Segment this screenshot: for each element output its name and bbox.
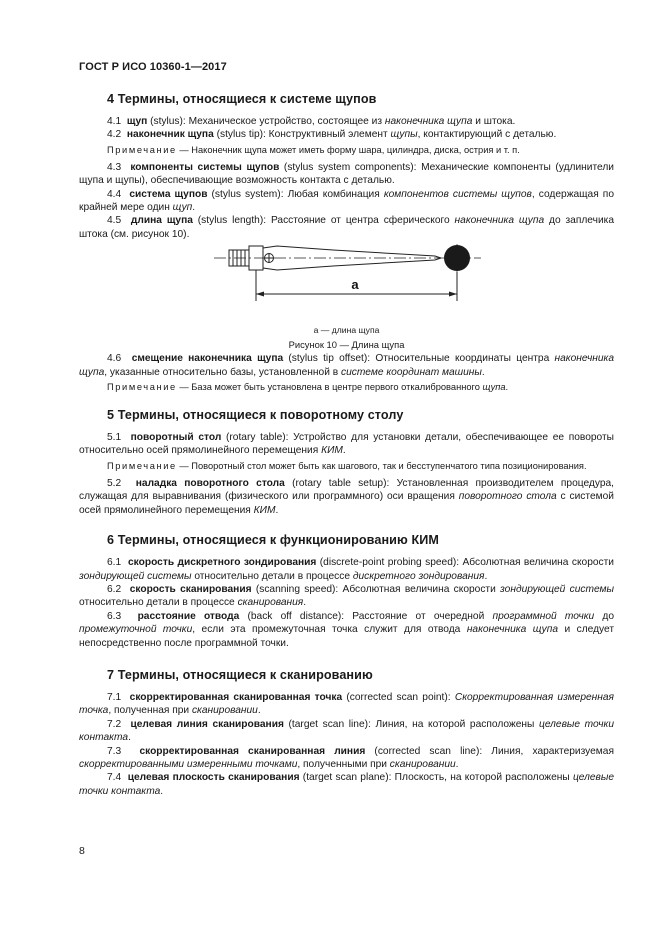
term-6-3: 6.3 расстояние отвода (back off distance): Расстояние от очередной программной точки до промежуточной точки, если эта промежуточная точка служит для отвода наконечника щупа и следует непосредственно после программной точки.: [79, 610, 615, 649]
section-4-title: 4 Термины, относящиеся к системе щупов: [107, 92, 377, 106]
term-4-1: 4.1 щуп (stylus): Механическое устройство, состоящее из наконечника щупа и штока.: [107, 116, 516, 127]
term-5-2: 5.2 наладка поворотного стола (rotary table setup): Установленная производителем процедура, служащая для выравнивания (физического или программного) оси вращения поворотного стола с системой осей прямолинейного перемещения КИМ.: [79, 477, 614, 516]
figure-10-stylus-length: [79, 244, 614, 352]
page-content: [79, 92, 614, 798]
figure-caption: Рисунок 10 — Длина щупа: [288, 339, 405, 351]
term-6-1: 6.1 скорость дискретного зондирования (discrete-point probing speed): Абсолютная величина скорости зондирующей системы относительно детали в процессе дискретного зондирования.: [79, 557, 614, 582]
term-4-3: 4.3 компоненты системы щупов (stylus system components): Механические компоненты (удлинители щупа и щупы), обеспечивающие возможность контакта с деталью.: [79, 161, 614, 187]
term-4-6: 4.6 смещение наконечника щупа (stylus tip offset): Относительные координаты центра наконечника щупа, указанные относительно базы, установленной в системе координат машины.: [79, 353, 614, 378]
term-name: целевая плоскость сканирования: [127, 772, 300, 784]
term-6-2: 6.2 скорость сканирования (scanning speed): Абсолютная величина скорости зондирующей системы относительно детали в процессе сканирования.: [79, 583, 614, 609]
note-label: Примечание: [107, 144, 177, 155]
stylus-body-top: [263, 246, 441, 258]
term-name: наконечник щупа: [126, 129, 214, 141]
term-name: скорректированная сканированная точка: [129, 691, 343, 703]
term-4-4: 4.4 система щупов (stylus system): Любая комбинация компонентов системы щупов, содержащая по крайней мере один щуп.: [79, 188, 614, 214]
section-5-title: 5 Термины, относящиеся к поворотному столу: [107, 408, 404, 423]
term-name: скорректированная сканированная линия: [139, 745, 366, 757]
term-4-2: 4.2 наконечник щупа (stylus tip): Конструктивный элемент щупы, контактирующий с деталью.: [107, 129, 557, 141]
note-label: Примечание: [107, 460, 177, 471]
term-5-1: 5.1 поворотный стол (rotary table): Устройство для установки детали, обеспечивающее ее повороты относительно осей прямолинейного перемещения КИМ.: [79, 432, 614, 457]
page-number: 8: [79, 845, 85, 857]
section-6-title: 6 Термины, относящиеся к функционированию КИМ: [107, 533, 439, 548]
term-name: система щупов: [129, 188, 208, 200]
term-7-4: 7.4 целевая плоскость сканирования (target scan plane): Плоскость, на которой расположены целевые точки контакта.: [79, 772, 614, 797]
note-4-6: Примечание — База может быть установлена в центре первого откалиброванного щупа.: [107, 382, 509, 393]
term-name: щуп: [126, 116, 148, 127]
term-name: скорость дискретного зондирования: [128, 557, 317, 569]
term-name: скорость сканирования: [129, 583, 252, 595]
term-7-3: 7.3 скорректированная сканированная линия (corrected scan line): Линия, характеризуемая скорректированными измеренными точками, полученными при сканировании.: [79, 745, 614, 770]
section-7-title: 7 Термины, относящиеся к сканированию: [107, 667, 373, 682]
term-7-1: 7.1 скорректированная сканированная точка (corrected scan point): Скорректированная измеренная точка, полученная при сканировании.: [79, 691, 614, 717]
figure-legend: а — длина щупа: [313, 325, 380, 336]
term-name: поворотный стол: [130, 432, 222, 444]
note-4-2: Примечание — Наконечник щупа может иметь форму шара, цилиндра, диска, острия и т. п.: [107, 144, 520, 155]
term-name: смещение наконечника щупа: [131, 353, 284, 365]
note-5-1: Примечание — Поворотный стол может быть как шагового, так и бесступенчатого типа позиционирования.: [107, 460, 587, 471]
dimension-label: a: [351, 277, 359, 293]
term-name: расстояние отвода: [137, 610, 240, 622]
stylus-ball-tip: [444, 245, 470, 271]
term-4-5: 4.5 длина щупа (stylus length): Расстояние от центра сферического наконечника щупа до заплечика штока (см. рисунок 10).: [79, 215, 614, 240]
document-header: ГОСТ Р ИСО 10360-1—2017: [79, 61, 227, 73]
note-label: Примечание: [107, 382, 177, 393]
term-name: целевая линия сканирования: [130, 718, 284, 730]
term-name: наладка поворотного стола: [135, 477, 285, 489]
term-name: длина щупа: [130, 215, 193, 227]
term-name: компоненты системы щупов: [130, 161, 280, 173]
term-7-2: 7.2 целевая линия сканирования (target scan line): Линия, на которой расположены целевые точки контакта.: [79, 718, 614, 744]
